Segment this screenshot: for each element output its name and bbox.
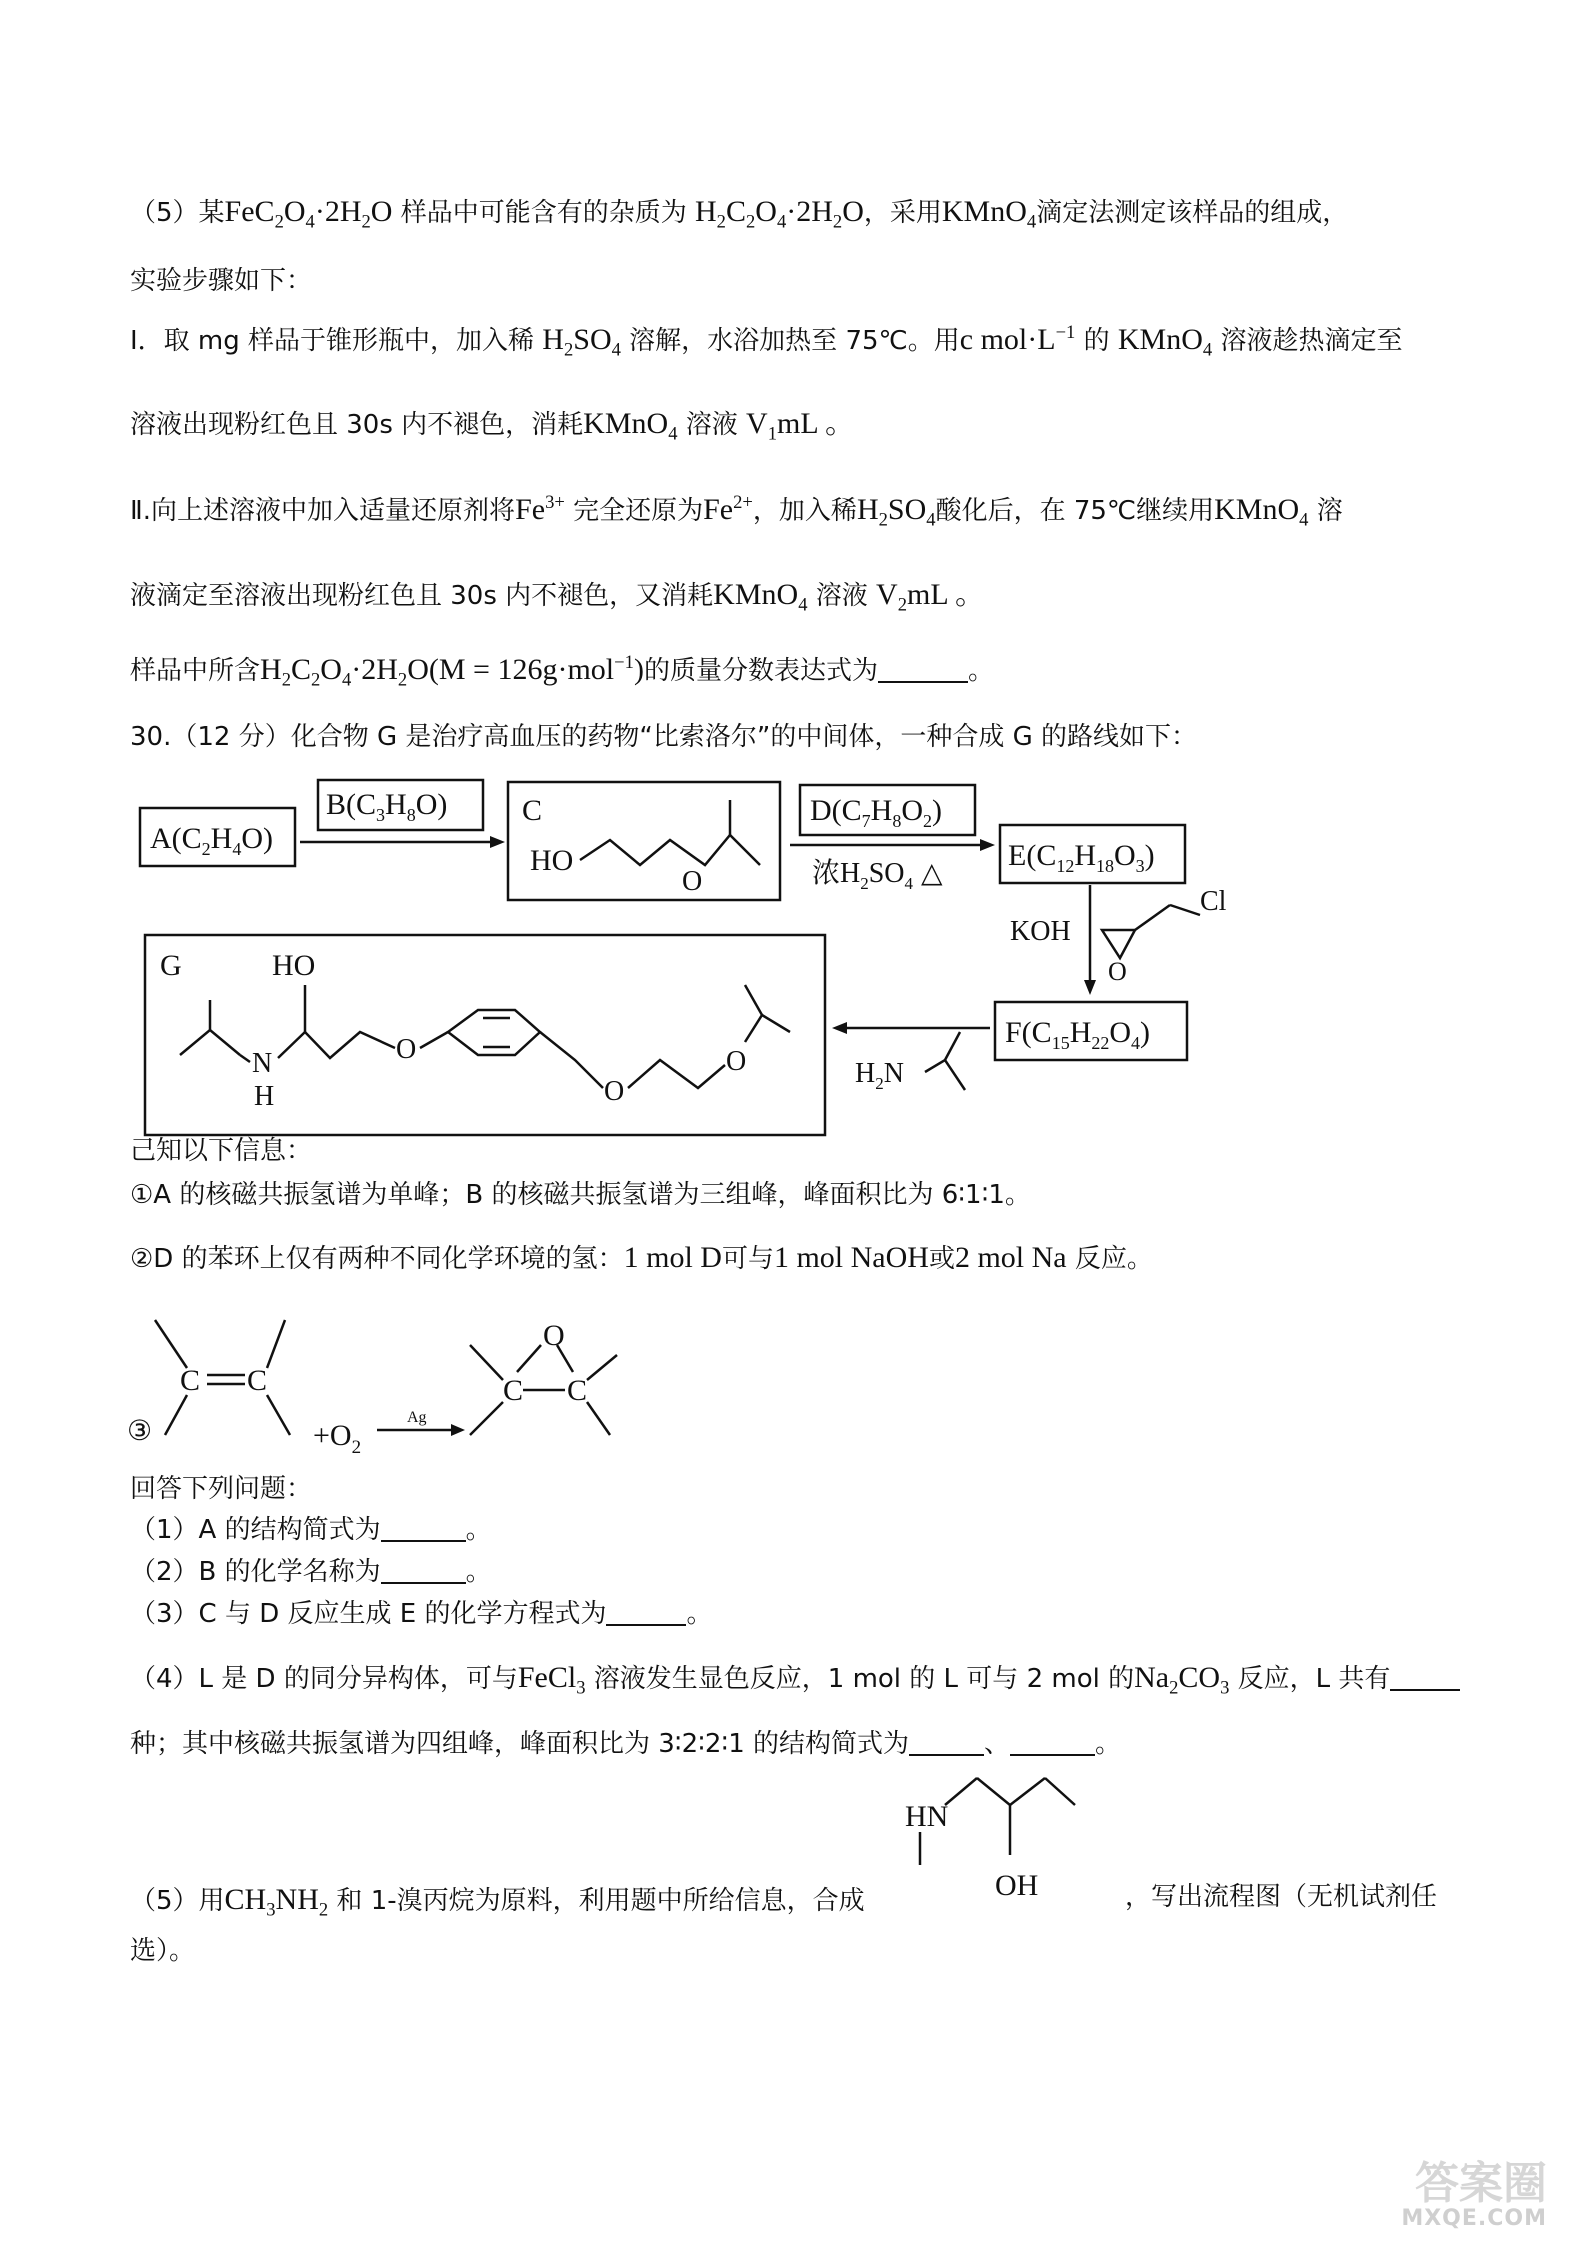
compound-f-label: $F(C_{15}H_{22}O_4)$: [1005, 1016, 1151, 1053]
blank-4c[interactable]: [1010, 1728, 1095, 1756]
compound-g-oxygen-3: O: [726, 1046, 747, 1077]
question-3: （3）C 与 D 反应生成 E 的化学方程式为 。: [130, 1599, 713, 1629]
synthesis-scheme: [0, 770, 1587, 1150]
epoxide-c-right: C: [567, 1374, 588, 1407]
answer-heading: 回答下列问题：: [130, 1474, 313, 1504]
blank-4a[interactable]: [1390, 1663, 1460, 1691]
info-1: ①A 的核磁共振氢谱为单峰；B 的核磁共振氢谱为三组峰，峰面积比为 6∶1∶1。: [130, 1180, 1031, 1210]
compound-c-skeleton: [580, 835, 760, 865]
compound-c-oxygen: O: [682, 866, 703, 897]
condition-label: 浓$H_2SO_4$ △: [812, 858, 943, 893]
q30-title: 30.（12 分）化合物 G 是治疗高血压的药物“比索洛尔”的中间体，一种合成 G 的路线如下：: [130, 722, 1197, 752]
question-4-line2: 种；其中核磁共振氢谱为四组峰，峰面积比为 3∶2∶2∶1 的结构简式为 、 。: [130, 1729, 1122, 1759]
compound-g-n: N: [252, 1048, 273, 1079]
step1-line1: I．取 mg 样品于锥形瓶中，加入稀 $H_2SO_4$ 溶解，水浴加热至 75℃。用c $mol\cdot L^{-1}$ 的 KMnO$_4$ 溶液趁热滴定至: [130, 321, 1403, 361]
question-2: （2）B 的化学名称为 。: [130, 1557, 492, 1587]
q5-line1: （5）某$FeC_2O_4\cdot 2H_2O$ 样品中可能含有的杂质为 $H_2C_2O_4\cdot 2H_2O$，采用KMnO$_4$滴定法测定该样品的组成，: [130, 195, 1349, 233]
step2-line2: 液滴定至溶液出现粉红色且 30s 内不褪色，又消耗KMnO$_4$ 溶液 $V_2mL$ 。: [130, 578, 986, 616]
alkene-c-left: C: [180, 1364, 201, 1397]
blank-2[interactable]: [381, 1556, 466, 1584]
compound-d-label: $D(C_7H_8O_2)$: [810, 794, 943, 831]
epoxide-ring: [1102, 930, 1135, 958]
compound-g-oxygen-1: O: [396, 1034, 417, 1065]
step1-line2: 溶液出现粉红色且 30s 内不褪色，消耗KMnO$_4$ 溶液 $V_1mL$ 。: [130, 407, 856, 445]
compound-c-label: C: [522, 794, 543, 827]
target-hn: HN: [905, 1800, 949, 1833]
question-4-line1: （4）L 是 D 的同分异构体，可与FeCl$_3$ 溶液发生显色反应，1 mol 的 L 可与 2 mol 的$Na_2CO_3$ 反应，L 共有: [130, 1660, 1460, 1696]
oxygen-reagent: $+O_2$: [313, 1419, 362, 1458]
chlorine-label: Cl: [1200, 886, 1227, 917]
question-5-line1: （5）用$CH_3NH_2$ 和 1-溴丙烷为原料，利用题中所给信息，合成: [130, 1883, 865, 1921]
q5-line2: 实验步骤如下：: [130, 266, 313, 296]
alkene-c-right: C: [247, 1364, 268, 1397]
compound-g-ho: HO: [272, 949, 316, 982]
answer-blank[interactable]: [878, 655, 968, 683]
known-info-heading: 己知以下信息：: [130, 1136, 313, 1166]
blank-4b[interactable]: [909, 1728, 984, 1756]
compound-g-h: H: [254, 1081, 275, 1112]
compound-g-oxygen-2: O: [604, 1076, 625, 1107]
compound-g-label: G: [160, 949, 182, 982]
info-2: ②D 的苯环上仅有两种不同化学环境的氢：1 mol D可与1 mol NaOH或2 mol Na 反应。: [130, 1241, 1153, 1274]
info-3-number: ③: [127, 1416, 153, 1447]
blank-3[interactable]: [606, 1598, 686, 1626]
compound-b-label: $B(C_3H_8O)$: [326, 788, 448, 825]
mass-fraction-line: 样品中所含$H_2C_2O_4\cdot 2H_2O(M = 126g\cdot mol^{-1})$的质量分数表达式为 。: [130, 651, 994, 691]
epoxide-oxygen: O: [1108, 957, 1127, 986]
epoxidation-reaction: [125, 1310, 825, 1470]
question-5-line1-end: ，写出流程图（无机试剂任: [1125, 1882, 1438, 1912]
compound-a-label: $A(C_2H_4O)$: [150, 822, 273, 859]
epoxide-o: O: [543, 1319, 565, 1352]
blank-1[interactable]: [381, 1514, 466, 1542]
compound-e-label: $E(C_{12}H_{18}O_3)$: [1008, 839, 1155, 876]
epoxide-c-left: C: [503, 1374, 524, 1407]
compound-c-ho: HO: [530, 844, 574, 877]
question-1: （1）A 的结构简式为 。: [130, 1515, 492, 1545]
target-structure: [895, 1770, 1155, 1910]
silver-catalyst: Ag: [407, 1409, 427, 1426]
compound-g-box: [145, 935, 825, 1135]
amine-reagent-label: $H_2N$: [855, 1058, 904, 1093]
koh-label: KOH: [1010, 916, 1071, 947]
step2-line1: Ⅱ.向上述溶液中加入适量还原剂将$Fe^{3+}$ 完全还原为$Fe^{2+}$，加入稀$H_2SO_4$酸化后，在 75℃继续用KMnO$_4$ 溶: [130, 491, 1343, 531]
question-5-line2: 选）。: [130, 1936, 196, 1966]
compound-c-box: [508, 782, 780, 900]
target-oh: OH: [995, 1869, 1039, 1902]
watermark-logo: 答案圈 MXQE.COM: [1401, 2158, 1547, 2231]
